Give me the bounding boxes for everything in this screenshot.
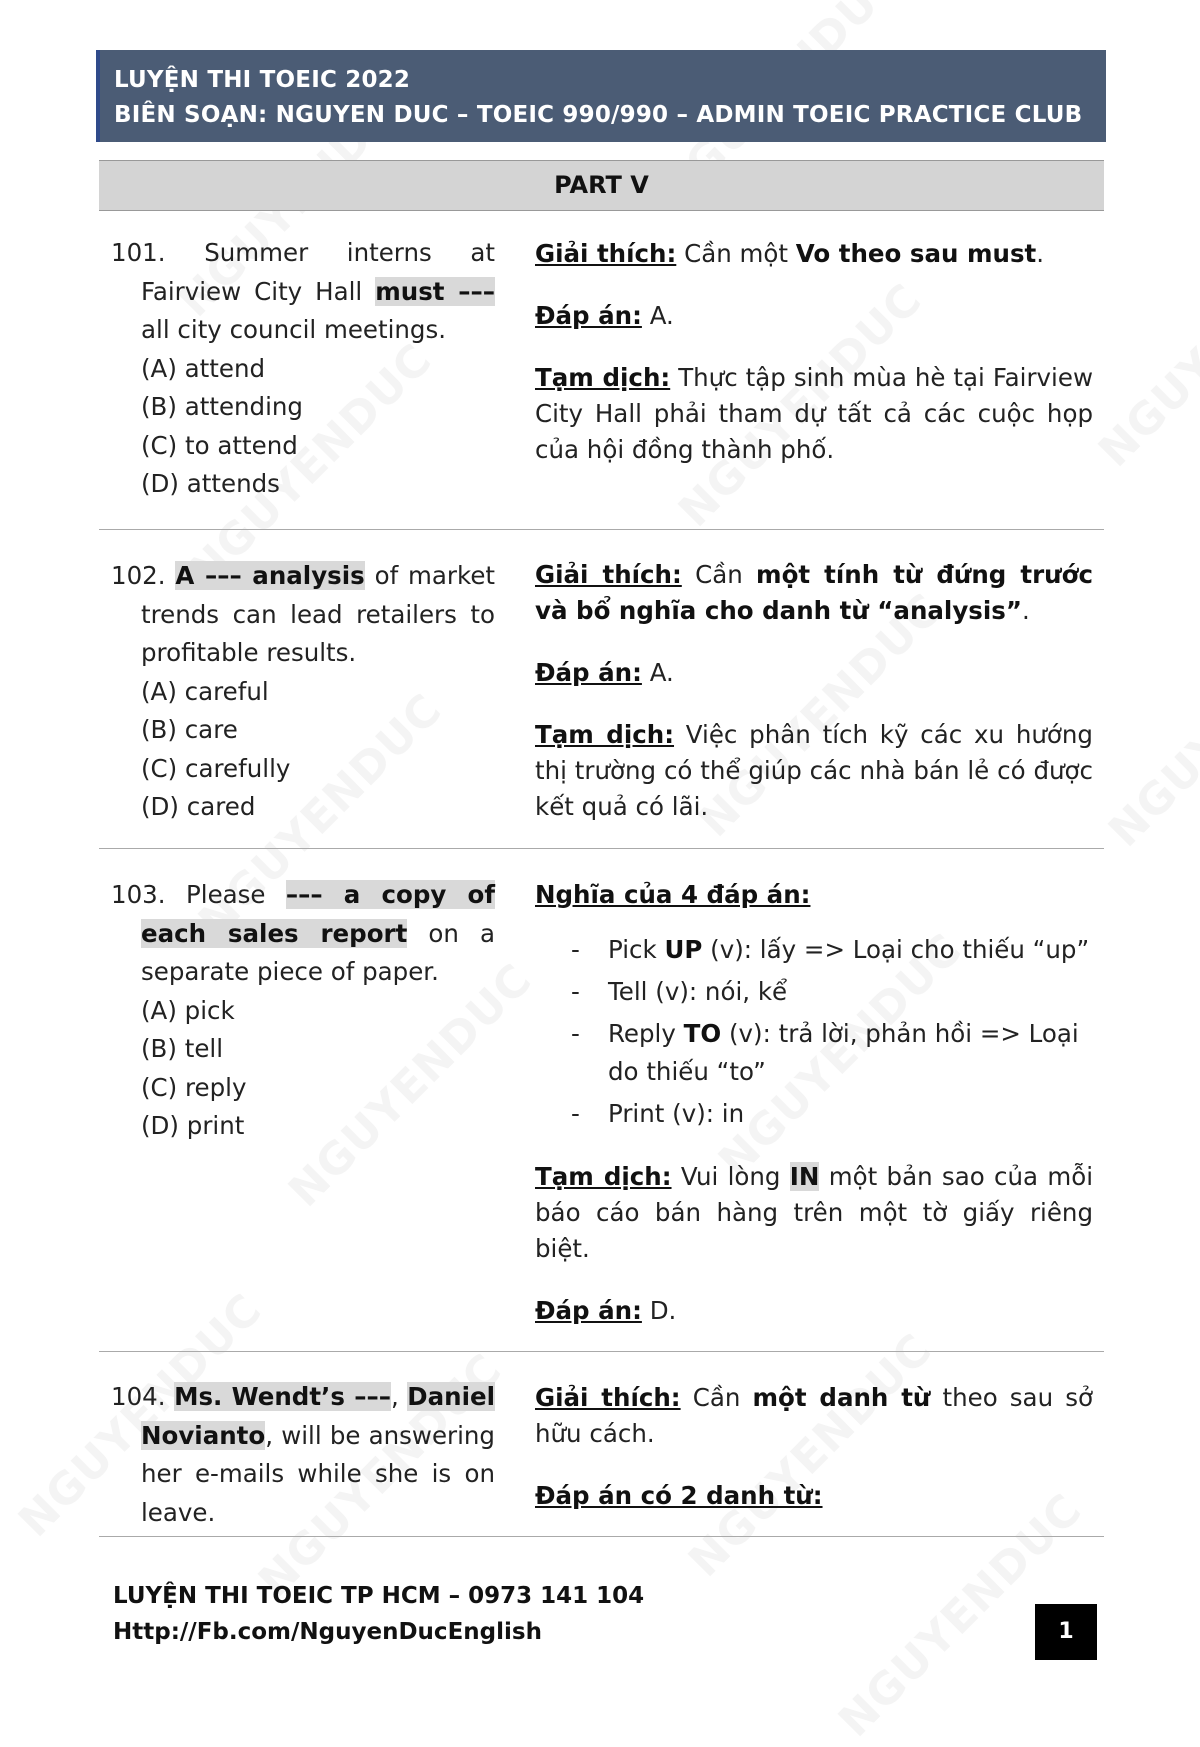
option-a: (A) attend [141,353,266,383]
option-b: (B) tell [141,1034,224,1063]
page-header [96,50,1106,142]
page-number: 1 [1035,1604,1097,1660]
question-number: 102. [111,561,166,590]
option-a: (A) careful [141,676,269,706]
answer-key: Đáp án: A. [535,658,674,687]
answer-103 [535,877,1093,1355]
question-number: 104. [111,1382,166,1411]
answer-104 [535,1380,1093,1540]
highlight: A ––– analysis [175,561,365,590]
option-b: (B) care [141,715,238,744]
list-item: - Print (v): in [571,1099,745,1128]
page-footer [113,1578,644,1650]
translation: Tạm dịch: Thực tập sinh mùa hè tại Fairview City Hall phải tham dự tất cả các cuộc họp của hội đồng thành phố. [535,363,1093,464]
divider [99,848,1104,849]
option-c: (C) reply [141,1072,247,1102]
divider [99,1536,1104,1537]
option-c: (C) carefully [141,753,291,783]
question-104 [111,1378,495,1532]
answer-101 [535,236,1093,494]
footer-contact: LUYỆN THI TOEIC TP HCM – 0973 141 104 [113,1583,645,1609]
option-b: (B) attending [141,392,303,421]
header-subtitle: BIÊN SOẠN: NGUYEN DUC – TOEIC 990/990 – ADMIN TOEIC PRACTICE CLUB [114,102,1083,128]
header-title: LUYỆN THI TOEIC 2022 [114,67,411,93]
explanation: Giải thích: Cần một tính từ đứng trước và bổ nghĩa cho danh từ “analysis”. [535,560,1093,625]
list-item: - Reply TO (v): trả lời, phản hồi => Loại do thiếu “to” [571,1019,1079,1086]
watermark [1089,214,1200,477]
divider [99,529,1104,530]
options-meaning-heading: Nghĩa của 4 đáp án: [535,880,811,909]
translation: Tạm dịch: Vui lòng IN một bản sao của mỗi báo cáo bán hàng trên một tờ giấy riêng biệt. [535,1162,1093,1263]
answer-key: Đáp án: D. [535,1296,677,1325]
translation: Tạm dịch: Việc phân tích kỹ các xu hướng thị trường có thể giúp các nhà bán lẻ có được kết quả có lãi. [535,720,1093,821]
option-d: (D) cared [141,792,256,821]
question-text: 101. Summer interns at Fairview City Hall must ––– all city council meetings. [111,238,495,344]
options-meaning-list [535,931,1093,1133]
question-103 [111,876,495,1146]
highlight: must ––– [375,276,495,306]
question-text: 102. A ––– analysis of market trends can lead retailers to profitable results. [111,561,495,667]
section-title: PART V [99,160,1104,211]
divider [99,1351,1104,1352]
answer-nouns-heading: Đáp án có 2 danh từ: [535,1481,823,1510]
highlight: Ms. Wendt’s ––– [174,1382,391,1411]
question-number: 101. [111,238,166,267]
question-102 [111,557,495,827]
highlight: Daniel Novianto [141,1382,495,1450]
answer-102 [535,557,1093,851]
explanation: Giải thích: Cần một danh từ theo sau sở hữu cách. [535,1383,1093,1448]
option-a: (A) pick [141,995,235,1025]
question-text: 103. Please ––– a copy of each sales report on a separate piece of paper. [111,880,496,986]
explanation: Giải thích: Cần một Vo theo sau must. [535,239,1045,268]
question-text: 104. Ms. Wendt’s –––, Daniel Novianto, will be answering her e-mails while she is on leave. [111,1382,495,1527]
option-c: (C) to attend [141,430,298,460]
option-d: (D) attends [141,469,280,498]
list-item: - Pick UP (v): lấy => Loại cho thiếu “up” [571,935,1090,964]
footer-link: Http://Fb.com/NguyenDucEnglish [113,1619,542,1645]
highlight: ––– a copy of each sales report [141,880,495,948]
answer-key: Đáp án: A. [535,301,674,330]
question-number: 103. [111,880,166,909]
option-d: (D) print [141,1111,245,1140]
watermark [1099,594,1200,857]
list-item: - Tell (v): nói, kể [571,977,788,1006]
question-101 [111,234,495,504]
